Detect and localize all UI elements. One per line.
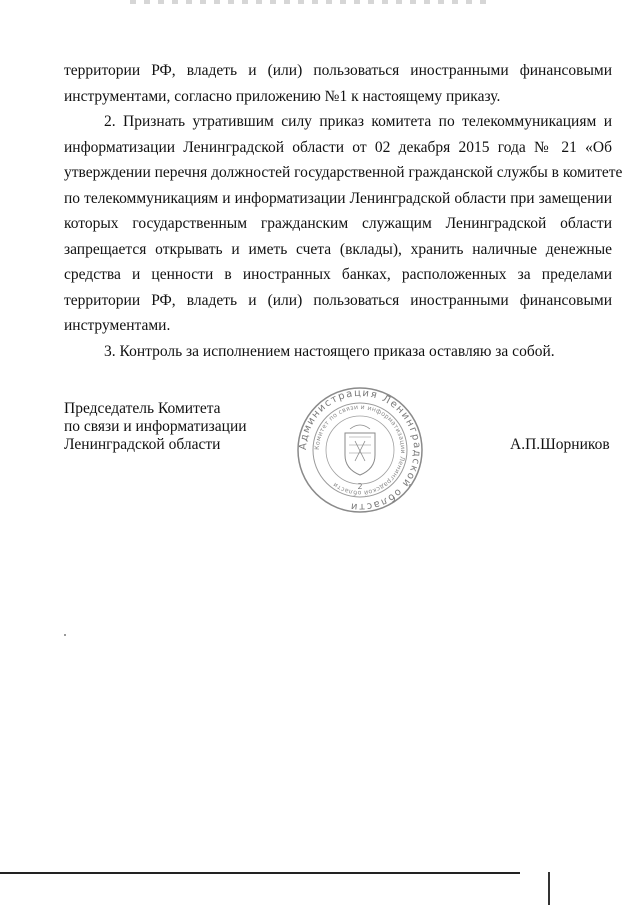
document-body [64, 58, 623, 364]
coat-of-arms-icon [345, 425, 375, 475]
text-line: инструментами. [64, 317, 171, 334]
text-line: инструментами, согласно приложению №1 к настоящему приказу. [64, 87, 501, 105]
text-line: территории РФ, владеть и (или) пользоваться иностранными финансовыми [64, 62, 612, 79]
signer-title-line: по связи и информатизации [64, 418, 247, 435]
text-line: запрещается открывать и иметь счета (вклады), хранить наличные денежные [64, 240, 612, 258]
signer-title [64, 400, 247, 454]
signer-title-line: Председатель Комитета [64, 400, 221, 417]
official-seal-stamp [295, 385, 425, 515]
seal-inner-text: Комитет по связи и информатизации Ленинградской области [313, 403, 407, 497]
scan-artifact-dot [64, 634, 66, 636]
text-line: 3. Контроль за исполнением настоящего приказа оставляю за собой. [104, 342, 555, 360]
scan-artifact-top [130, 0, 490, 4]
signer-name: А.П.Шорников [510, 436, 610, 453]
scan-artifact-bottom-tick [548, 872, 550, 905]
signer-title-line: Ленинградской области [64, 436, 221, 453]
text-line: территории РФ, владеть и (или) пользоваться иностранными финансовыми [64, 291, 612, 309]
text-line: по телекоммуникациям и информатизации Ленинградской области при замещении [64, 189, 612, 207]
text-line: которых государственным гражданским служащим Ленинградской области [64, 215, 612, 232]
text-line: утверждении перечня должностей государственной гражданской службы в комитете [64, 164, 623, 181]
scan-artifact-bottom-line [0, 872, 520, 874]
text-line: информатизации Ленинградской области от 02 декабря 2015 года № 21 «Об [64, 138, 612, 156]
text-line: 2. Признать утратившим силу приказ комитета по телекоммуникациям и [104, 113, 612, 130]
text-line: средства и ценности в иностранных банках, расположенных за пределами [64, 266, 612, 283]
seal-outer-text: Администрация Ленинградской области [297, 387, 423, 513]
seal-number: 2 [357, 482, 363, 491]
